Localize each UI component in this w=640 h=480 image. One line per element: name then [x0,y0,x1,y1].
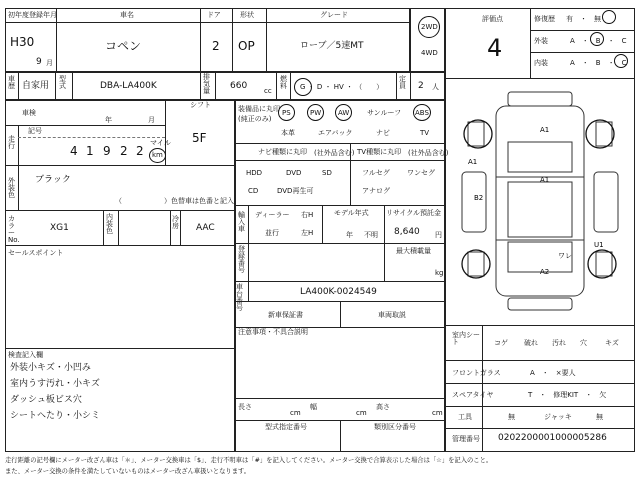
shift-value: 5F [192,131,207,145]
mark-b2: B2 [474,194,484,202]
displacement-unit: cc [264,87,272,95]
import-right: 右H [301,211,314,219]
color-code-label: カラーNo. [8,215,20,244]
spare-options: T ・ 修理KIT ・ 欠 [528,391,607,399]
model-year-label: モデル年式 [334,209,369,217]
tool-label: 工具 [458,413,472,421]
equipment-airbag: エアバック [318,129,353,137]
ext-b-circle [590,32,604,46]
footer-line-2: また、メーター交換の条件を満たしていないものはメーター改ざん車扱いとなります。 [5,468,251,475]
mark-a1-side: A1 [468,158,478,166]
recycle-value: 8,640 [394,227,420,237]
import-dealer: ディーラー [255,211,290,219]
length-label: 長さ [238,403,252,411]
type-label: 型式 [59,75,66,90]
navi-dvd-play: DVD再生可 [277,187,314,195]
car-diagram [448,82,632,322]
mark-a1-roof: A1 [540,176,550,184]
control-value: 0202200001000005286 [498,433,607,443]
notes-label: 注意事項・不具合説明 [238,328,308,336]
fuel-label: 燃料 [280,75,287,90]
capacity-value: 2 [418,81,424,91]
seat-opt-0: コゲ [494,339,508,347]
import-parallel: 並行 [265,229,279,237]
first-reg-month-unit: 月 [46,59,53,67]
chassis-value: LA400K-0024549 [300,287,377,297]
type-no-label: 型式指定番号 [265,423,307,431]
front-glass-label: フロントガラス [452,369,501,377]
navi-cd: CD [248,187,259,195]
history-label: 修復歴 [534,15,555,23]
tv-oneseg: ワンセグ [407,169,435,177]
grade-label: グレード [320,11,348,19]
inspector-label: 検査記入欄 [8,351,43,359]
equipment-pw: PW [310,109,322,117]
height-unit: cm [432,409,443,417]
capacity-label: 定員 [399,75,406,90]
mileage-unit-mile: マイル [150,139,171,147]
4wd-label: 4WD [421,49,438,57]
control-label: 管理番号 [452,435,480,443]
mileage-memo-label: 記号 [28,127,42,135]
fuel-value: G ・ D ・ HV ・ （ ） [300,83,384,91]
first-reg-year: H30 [10,35,35,49]
history-options: 有 ・ 無 [566,15,601,23]
displacement-value: 660 [230,81,248,91]
load-label: 最大積載量 [396,247,431,255]
import-left: 左H [301,229,314,237]
inspector-line-0: 外装小キズ・小凹み [10,363,91,373]
equipment-subtitle: (純正のみ) [238,115,272,123]
exterior-label: 外装色 [8,177,15,199]
model-year-value: 不明 [364,231,378,239]
navi-title: ナビ種類に丸印 [258,148,307,156]
int-c-circle [614,54,628,68]
exterior-note: （ ）色替車は色番と記入 [115,197,234,205]
displacement-label: 排気量 [203,73,210,95]
recycle-unit: 円 [435,231,442,239]
use-label: 車歴 [8,75,15,90]
navi-sd: SD [322,169,332,177]
jack-value: 無 [596,413,603,421]
footer-line-1: 走行距離の記号欄にメーター改ざん車は「＊」、メーター交換車は「$」、走行不明車は「#」を記入してください。メーター交換で合算表示した場合は「☆」を記入のこと。 [5,457,493,464]
width-unit: cm [356,409,367,417]
tool-value: 無 [508,413,515,421]
first-reg-label: 初年度登録年月 [8,11,57,19]
equipment-ps: PS [282,109,291,117]
spare-label: スペアタイヤ [452,391,494,399]
history-none-circle [602,10,616,24]
first-reg-month: 9 [36,57,42,67]
interior-color-label: 内装色 [106,213,113,235]
inspector-line-3: シートヘたり・小シミ [10,411,101,421]
aircon-value: AAC [196,223,215,233]
inspection-month-unit: 月 [148,116,155,124]
interior-seat-label: 室内シート [452,331,480,346]
use-value: 自家用 [22,81,50,91]
equipment-sunroof: サンルーフ [367,109,402,117]
reg-no-label: 登録番号 [238,245,245,274]
exterior-color: ブラック [35,175,71,185]
height-label: 高さ [376,403,390,411]
mileage-digit-1: 1 [86,144,94,158]
seat-opt-1: 破れ [524,339,538,347]
score-label: 評価点 [482,15,503,23]
drive-box [410,8,445,72]
equipment-leather: 本革 [281,129,295,137]
seat-opt-3: 穴 [580,339,587,347]
mark-u1: U1 [594,241,604,249]
import-label: 輸入車 [238,211,245,233]
mark-a1-hood: A1 [540,126,550,134]
mark-crack: ワレ [558,252,572,260]
tv-analog: アナログ [362,187,390,195]
ext-grade-options: A ・ B ・ C [570,37,627,45]
navi-dvd: DVD [286,169,302,177]
fuel-g-circle [294,78,312,96]
int-grade-label: 内装 [534,59,548,67]
doors-label: ドア [207,11,221,19]
capacity-unit: 人 [432,83,439,91]
front-glass-options: A ・ ×要人 [530,369,576,377]
mileage-label: 走行 [8,135,15,150]
shape-label: 形状 [240,11,254,19]
equipment-navi: ナビ [376,129,390,137]
score-value: 4 [487,34,503,62]
mileage-unit-km: km [152,151,163,159]
equipment-tv: TV [420,129,430,137]
grade-value: ローブ／5速MT [300,41,364,51]
width-label: 幅 [310,403,317,411]
inspector-line-1: 室内うす汚れ・小キズ [10,379,100,389]
mileage-digit-4: 2 [136,144,144,158]
tv-note: (社外品含む) [408,149,449,157]
equipment-abs: ABS [415,109,429,117]
guarantee-new: 新車保証書 [268,311,303,319]
tv-fullseg: フルセグ [362,169,390,177]
mark-a2: A2 [540,268,550,276]
inspector-line-2: ダッシュ板ビス穴 [10,395,82,405]
length-unit: cm [290,409,301,417]
type-value: DBA-LA400K [100,81,157,91]
recycle-label: リサイクル預託金 [386,209,442,217]
int-grade-options: A ・ B ・ C [570,59,627,67]
seat-opt-4: キズ [605,339,619,347]
doors-value: 2 [212,39,220,53]
load-unit: kg [435,269,444,277]
class-no-label: 類別区分番号 [374,423,416,431]
inspection-year-unit: 年 [105,116,112,124]
jack-label: ジャッキ [544,413,572,421]
shape-value: OP [238,39,255,53]
mileage-digit-2: 9 [103,144,111,158]
shift-label: シフト [190,101,211,109]
mileage-digit-3: 2 [120,144,128,158]
inspection-label: 車検 [22,109,36,117]
2wd-label: 2WD [421,23,438,31]
guarantee-manual: 車両取説 [378,311,406,319]
color-code-value: XG1 [50,223,69,233]
equipment-title: 装備品に丸印 [238,105,280,113]
equipment-aw: AW [338,109,350,117]
chassis-label: 車台番号 [236,283,243,312]
model-name: コペン [105,39,142,53]
tv-title: TV種類に丸印 [357,148,402,156]
sales-point-label: セールスポイント [8,249,64,257]
navi-hdd: HDD [246,169,263,177]
mileage-digit-0: 4 [70,144,78,158]
ext-grade-label: 外装 [534,37,548,45]
model-year-unit: 年 [346,231,353,239]
navi-note: (社外品含む) [314,149,355,157]
aircon-label: 冷房 [172,215,179,230]
model-name-label: 車名 [120,11,134,19]
seat-opt-2: 汚れ [552,339,566,347]
